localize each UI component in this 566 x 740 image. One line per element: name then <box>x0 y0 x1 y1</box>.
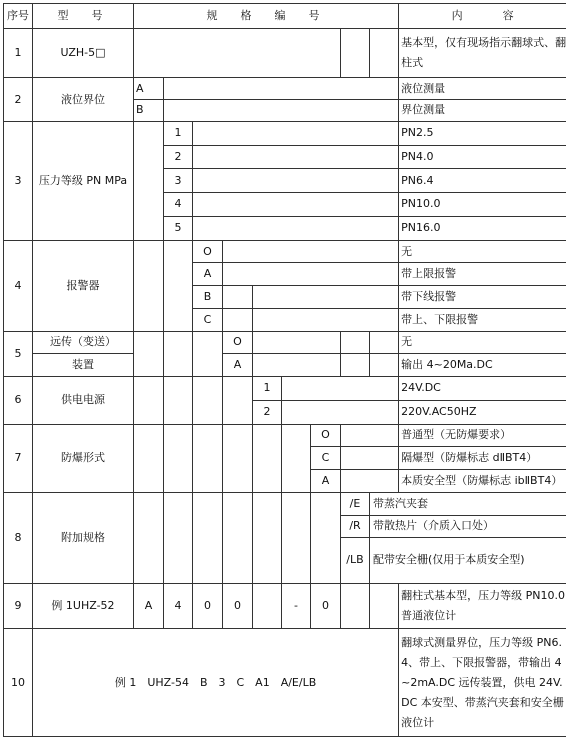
row-seq: 4 <box>4 240 33 331</box>
code-cell: A <box>311 470 341 493</box>
row-content: 220V.AC50HZ <box>399 400 566 424</box>
code-cell: /LB <box>341 538 370 583</box>
row-content: PN2.5 <box>399 121 566 145</box>
row-seq: 10 <box>4 629 33 737</box>
row-content: 带蒸汽夹套 <box>370 492 566 515</box>
row-content: PN6.4 <box>399 169 566 193</box>
spec-table <box>3 3 566 737</box>
row-seq: 8 <box>4 492 33 583</box>
table-row <box>4 354 566 377</box>
header-content: 内 容 <box>399 4 566 29</box>
row-model: 压力等级 PN MPa <box>33 121 134 240</box>
code-cell: 4 <box>164 193 193 217</box>
code-cell: O <box>193 240 223 263</box>
row-seq: 2 <box>4 78 33 121</box>
table-row <box>4 121 566 145</box>
row-content: 无 <box>399 331 566 354</box>
row-model: 例 1UHZ-52 <box>33 583 134 628</box>
row-model: 附加规格 <box>33 492 134 583</box>
header-row <box>4 4 566 29</box>
row-seq: 1 <box>4 28 33 78</box>
row-content: 基本型，仅有现场指示翻球式、翻柱式 <box>399 28 566 78</box>
row-content: PN16.0 <box>399 216 566 240</box>
code-cell: 1 <box>253 377 282 401</box>
code-cell: 2 <box>164 145 193 169</box>
row-content: PN10.0 <box>399 193 566 217</box>
code-cell: 3 <box>164 169 193 193</box>
row-content: 带上限报警 <box>399 263 566 286</box>
code-cell: 1 <box>164 121 193 145</box>
code-cell: A <box>193 263 223 286</box>
code-cell: A <box>134 583 164 628</box>
code-cell: B <box>134 100 164 122</box>
row-seq: 5 <box>4 331 33 376</box>
code-cell: 0 <box>311 583 341 628</box>
row-content: 翻柱式基本型，压力等级 PN10.0 普通液位计 <box>399 583 566 628</box>
header-spec: 规 格 编 号 <box>134 4 399 29</box>
row-model: 装置 <box>33 354 134 377</box>
row-content: 24V.DC <box>399 377 566 401</box>
row-model: 供电电源 <box>33 377 134 425</box>
row-content: 界位测量 <box>399 100 566 122</box>
code-cell: B <box>193 286 223 309</box>
row-seq: 6 <box>4 377 33 425</box>
table-row <box>4 492 566 515</box>
code-cell: - <box>282 583 311 628</box>
row-model: UZH-5□ <box>33 28 134 78</box>
row-content: 输出 4~20Ma.DC <box>399 354 566 377</box>
row-content: 带下线报警 <box>399 286 566 309</box>
table-row <box>4 78 566 100</box>
row-content: PN4.0 <box>399 145 566 169</box>
code-cell: /R <box>341 515 370 538</box>
row-content: 无 <box>399 240 566 263</box>
header-model: 型 号 <box>33 4 134 29</box>
code-cell: O <box>223 331 253 354</box>
code-cell: A <box>134 78 164 100</box>
code-cell: 5 <box>164 216 193 240</box>
code-cell: C <box>311 447 341 470</box>
table-row <box>4 583 566 628</box>
row-content: 配带安全栅(仅用于本质安全型) <box>370 538 566 583</box>
row-model: 报警器 <box>33 240 134 331</box>
row-model: 远传（变送） <box>33 331 134 354</box>
row-seq: 9 <box>4 583 33 628</box>
row-content: 带散热片（介质入口处） <box>370 515 566 538</box>
code-cell: 2 <box>253 400 282 424</box>
row-content: 液位测量 <box>399 78 566 100</box>
code-cell: 0 <box>223 583 253 628</box>
code-cell: C <box>193 308 223 331</box>
table-row <box>4 28 566 78</box>
row-content: 带上、下限报警 <box>399 308 566 331</box>
code-cell: O <box>311 424 341 447</box>
row-seq: 7 <box>4 424 33 492</box>
table-row <box>4 424 566 447</box>
table-row <box>4 240 566 263</box>
row-model: 防爆形式 <box>33 424 134 492</box>
row-model: 液位界位 <box>33 78 134 121</box>
example-model: 例 1 UHZ-54 B 3 C A1 A/E/LB <box>33 629 399 737</box>
table-row <box>4 331 566 354</box>
row-content: 隔爆型（防爆标志 dⅡBT4） <box>399 447 566 470</box>
code-cell: /E <box>341 492 370 515</box>
code-cell: 4 <box>164 583 193 628</box>
row-content: 翻球式测量界位，压力等级 PN6.4、带上、下限报警器，带输出 4~2mA.DC 远传装置，供电 24V.DC 本安型、带蒸汽夹套和安全栅液位计 <box>399 629 566 737</box>
header-seq: 序号 <box>4 4 33 29</box>
table-row <box>4 629 566 737</box>
row-content: 普通型（无防爆要求） <box>399 424 566 447</box>
code-cell: 0 <box>193 583 223 628</box>
row-seq: 3 <box>4 121 33 240</box>
code-cell: A <box>223 354 253 377</box>
row-content: 本质安全型（防爆标志 ibⅡBT4） <box>399 470 566 493</box>
table-row <box>4 377 566 401</box>
